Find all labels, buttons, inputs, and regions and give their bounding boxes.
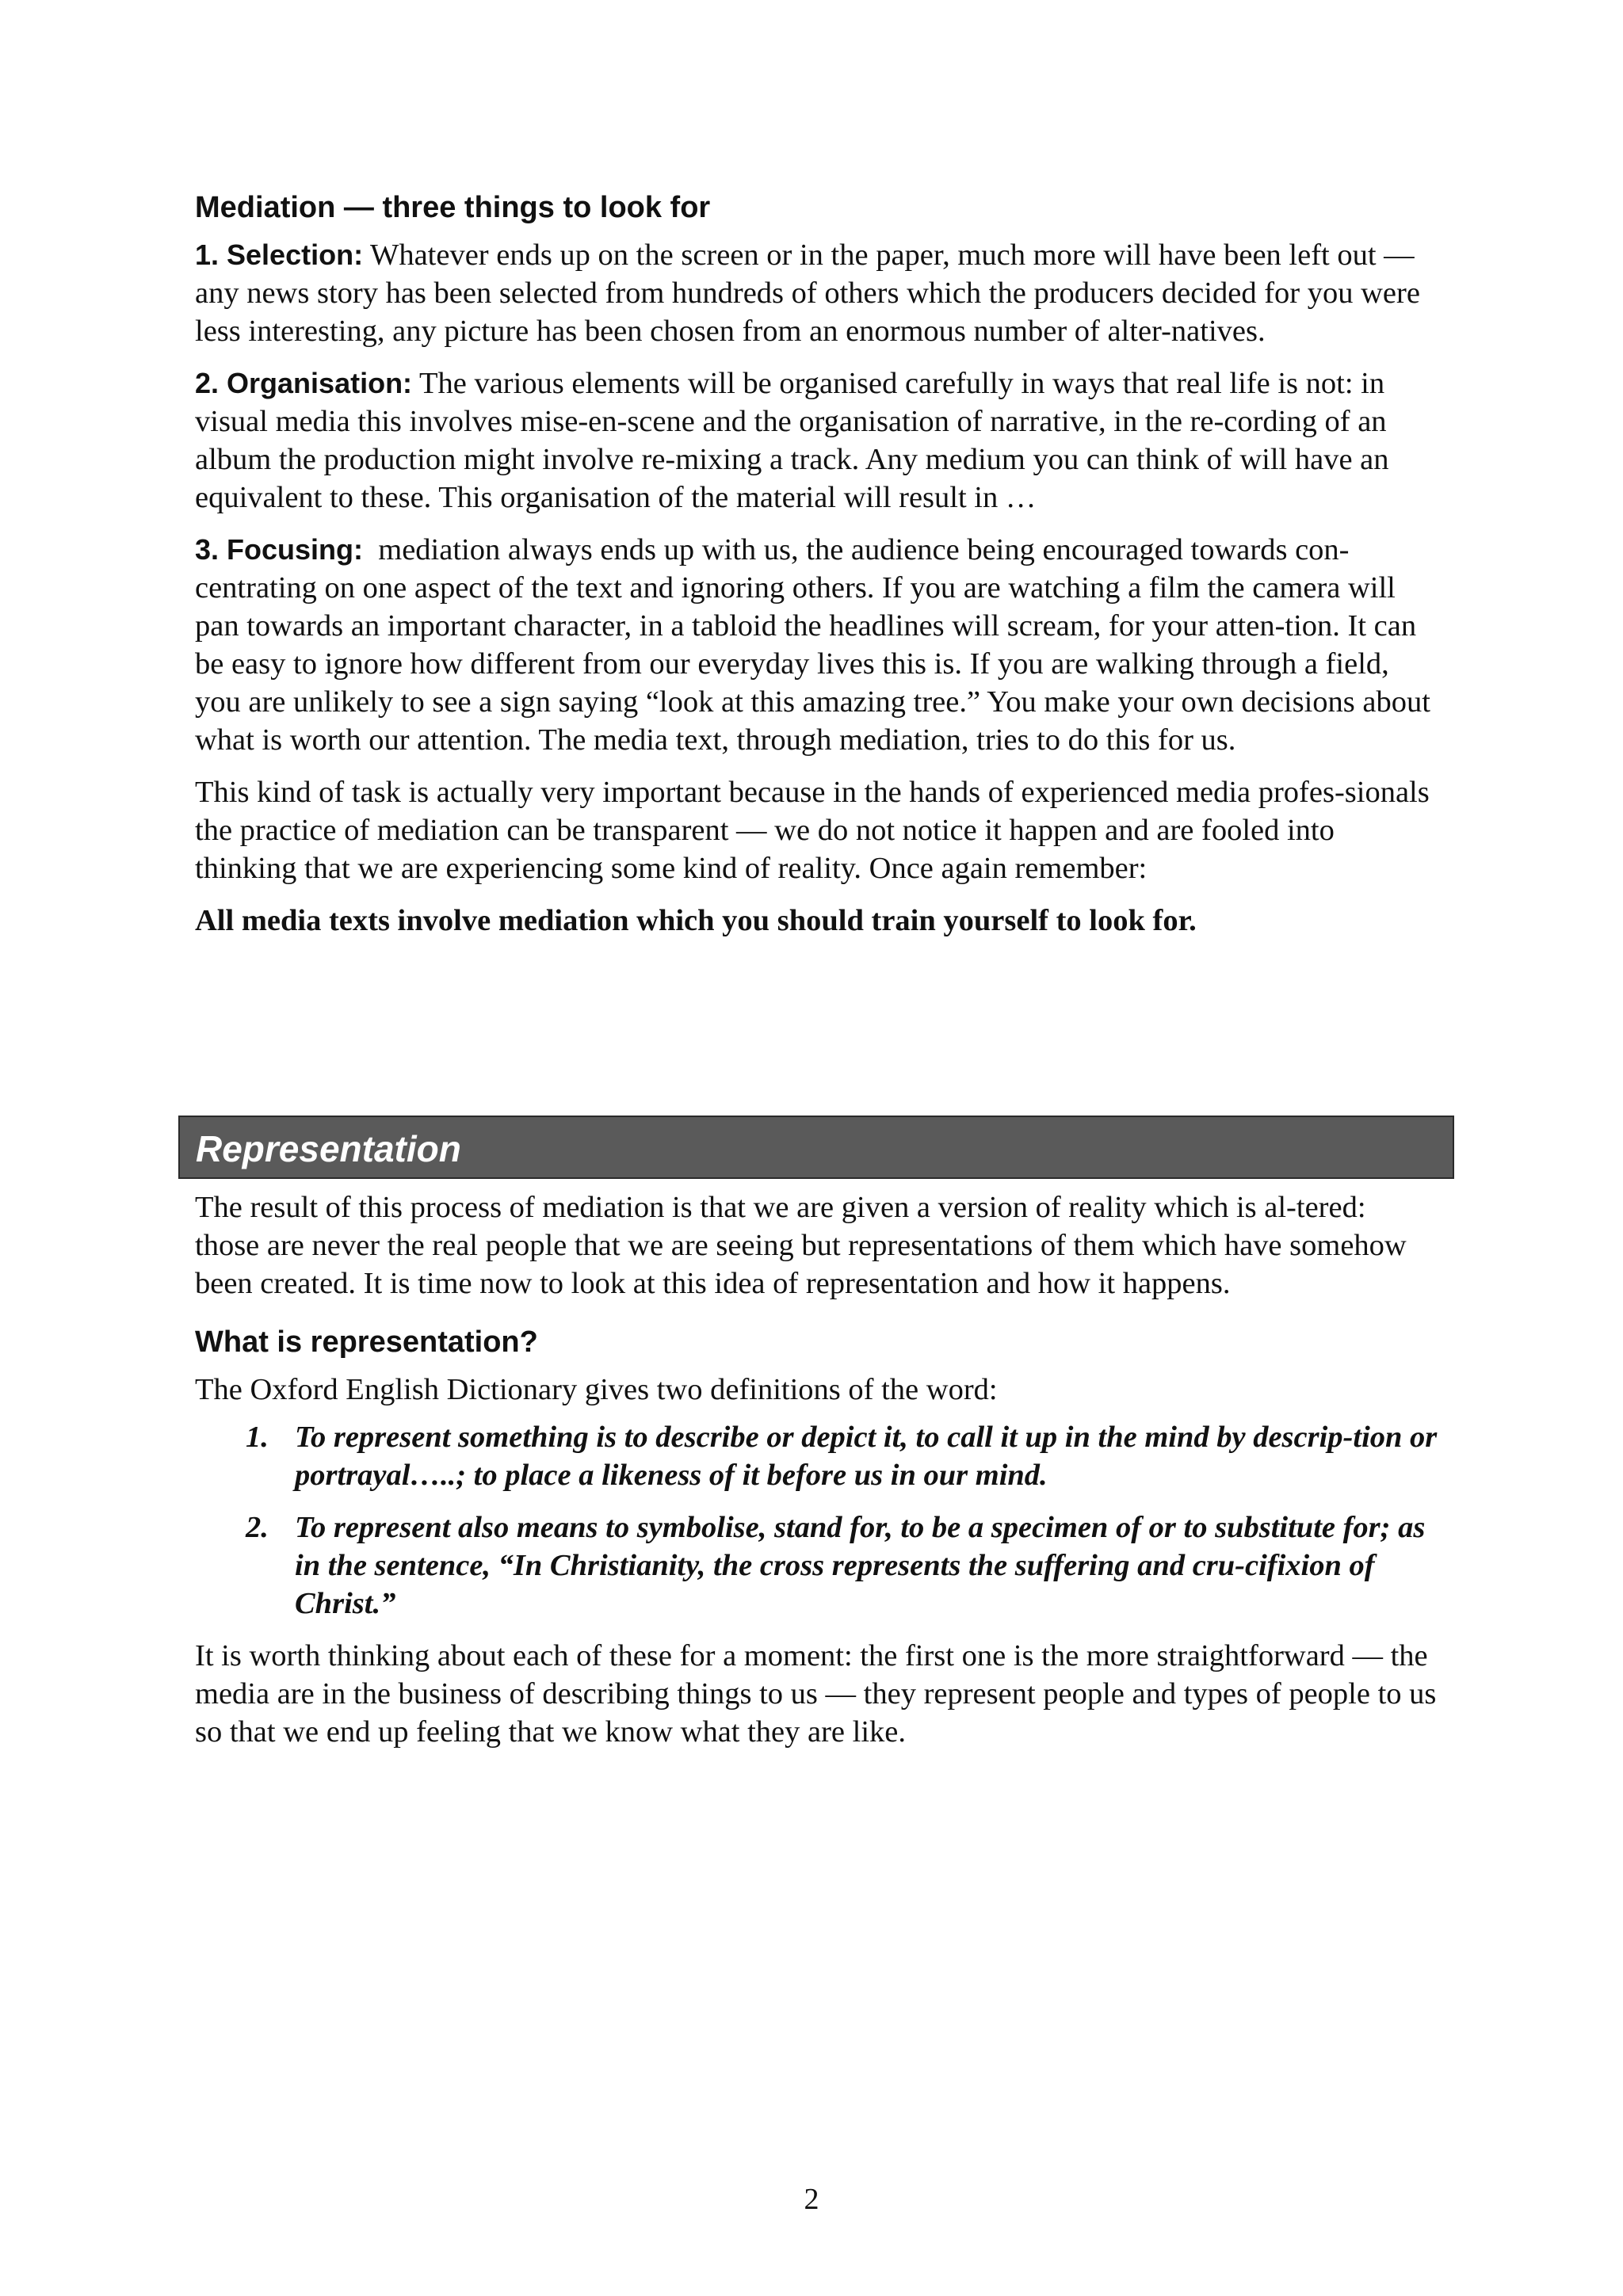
definition-number: 1. [246, 1421, 269, 1454]
definitions-list [195, 1418, 1439, 1623]
definition-item [195, 1418, 1439, 1494]
representation-section [195, 1188, 1439, 1765]
definition-item [195, 1508, 1439, 1623]
organisation-paragraph [195, 364, 1439, 517]
representation-intro: The result of this process of mediation is that we are given a version of reality which is al-tered: those are never the real people that we are seeing but representations of them which have somehow been created. It is time now to look at this idea of representation and how it happens. [195, 1191, 1415, 1300]
focusing-paragraph [195, 531, 1439, 759]
mediation-section [195, 189, 1439, 940]
organisation-lead: 2. Organisation: [195, 367, 413, 399]
organisation-text: The various elements will be organised carefully in ways that real life is not: in visual media this involves mise-en-scene and the organisation of narrative, in the re-cording of an album the production might involve re-mixing a track. Any medium you can think of will have an equivalent to these. This organisation of the material will result in … [195, 367, 1389, 514]
representation-section-band [178, 1116, 1454, 1179]
definition-text: To represent something is to describe or depict it, to call it up in the mind by descrip-tion or portrayal…..; to place a likeness of it before us in our mind. [295, 1421, 1438, 1492]
definition-text: To represent also means to symbolise, stand for, to be a specimen of or to substitute for; as in the sentence, “In Christianity, the cross represents the suffering and cru-cifixion of Christ.” [295, 1511, 1426, 1620]
selection-text: Whatever ends up on the screen or in the paper, much more will have been left out — any news story has been selected from hundreds of others which the producers decided for you were less interesting, any picture has been chosen from an enormous number of alter-natives. [195, 238, 1420, 348]
mediation-heading: Mediation — three things to look for [195, 191, 711, 224]
closing-paragraph: This kind of task is actually very important because in the hands of experienced media profes-sionals the practice of mediation can be transparent — we do not notice it happen and are fooled into thinking that we are experiencing some kind of reality. Once again remember: [195, 776, 1430, 885]
representation-section-title: Representation [196, 1128, 461, 1169]
dictionary-intro: The Oxford English Dictionary gives two definitions of the word: [195, 1373, 998, 1406]
selection-lead: 1. Selection: [195, 238, 364, 271]
discussion-paragraph: It is worth thinking about each of these for a moment: the first one is the more straightforward — the media are in the business of describing things to us — they represent people and types of people to us so that we end up feeling that we know what they are like. [195, 1639, 1437, 1749]
definition-number: 2. [246, 1511, 269, 1544]
selection-paragraph [195, 236, 1439, 350]
focusing-text: mediation always ends up with us, the audience being encouraged towards con-centrating on one aspect of the text and ignoring others. If you are watching a film the camera will pan towards an important character, in a tabloid the headlines will scream, for your atten-tion. It can be easy to ignore how different from our everyday lives this is. If you are walking through a field, you are unlikely to see a sign saying “look at this amazing tree.” You make your own decisions about what is worth our attention. The media text, through mediation, tries to do this for us. [195, 533, 1438, 757]
representation-subheading: What is representation? [195, 1325, 538, 1359]
focusing-lead: 3. Focusing: [195, 533, 364, 566]
key-statement: All media texts involve mediation which you should train yourself to look for. [195, 904, 1197, 937]
page-number: 2 [804, 2183, 819, 2216]
